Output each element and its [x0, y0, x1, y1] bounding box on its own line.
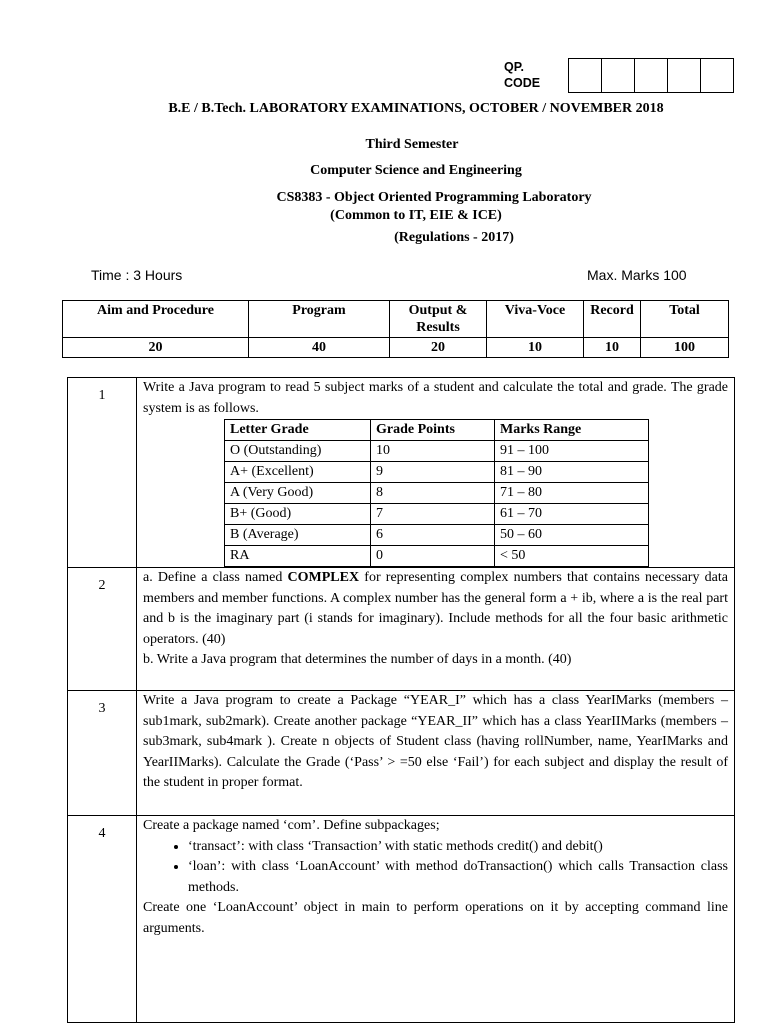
question-number: 2: [68, 568, 137, 691]
question-4-intro: Create a package named ‘com’. Define subpackages;: [143, 818, 440, 833]
grade-row: [225, 546, 649, 567]
grade-cell: A+ (Excellent): [225, 462, 371, 483]
qp-code-box: [667, 59, 700, 92]
grade-cell: RA: [225, 546, 371, 567]
grade-table: [224, 419, 649, 567]
question-row-1: [68, 378, 735, 568]
grade-cell: B (Average): [225, 525, 371, 546]
marks-header-cell: Output & Results: [390, 301, 487, 338]
common-to: (Common to IT, EIE & ICE): [330, 208, 502, 223]
question-row-3: [68, 691, 735, 816]
question-2-part-a: [143, 568, 728, 650]
q2-class-name: COMPLEX: [287, 570, 360, 585]
qp-code-boxes: [568, 58, 734, 93]
qp-code-box: [634, 59, 667, 92]
q2-part-a-rest: for representing complex numbers that contains necessary data members and member functions. A complex number has the general form a + ib, where a is the real part and b is the imaginary part (i stands for imaginary). Include methods for all the four basic arithmetic operators. (40): [143, 570, 728, 647]
question-text: [137, 378, 735, 568]
grade-header-cell: Letter Grade: [225, 420, 371, 441]
course-title: CS8383 - Object Oriented Programming Laboratory: [276, 190, 592, 205]
marks-value-row: [63, 338, 729, 358]
marks-distribution-table: [62, 300, 729, 358]
question-text: [137, 691, 735, 816]
grade-cell: 8: [371, 483, 495, 504]
marks-header-cell: Aim and Procedure: [63, 301, 249, 338]
grade-cell: 91 – 100: [495, 441, 649, 462]
exam-time: Time : 3 Hours: [91, 267, 183, 283]
questions-table: [67, 377, 735, 1023]
qp-code-box: [569, 59, 601, 92]
max-marks: Max. Marks 100: [587, 267, 687, 283]
marks-value-cell: 10: [487, 338, 584, 358]
grade-cell: 10: [371, 441, 495, 462]
qp-label-line2: CODE: [504, 76, 541, 90]
qp-label-line1: QP.: [504, 60, 524, 74]
grade-row: [225, 504, 649, 525]
qp-code-box: [700, 59, 733, 92]
grade-cell: 9: [371, 462, 495, 483]
grade-cell: 50 – 60: [495, 525, 649, 546]
department: Computer Science and Engineering: [310, 163, 522, 178]
question-number: 3: [68, 691, 137, 816]
marks-header-cell: Program: [249, 301, 390, 338]
grade-cell: 6: [371, 525, 495, 546]
question-3-text: Write a Java program to create a Package “YEAR_I” which has a class YearIMarks (members – sub1mark, sub2mark). Create another package “YEAR_II” which has a class YearIIMarks (members – sub3mark, sub4mark ). Create n objects of Student class (having rollNumber, name, YearIMarks and YearIIMarks). Calculate the Grade (‘Pass’ > =50 else ‘Fail’) for each subject and display the result of the student in proper format.: [143, 693, 728, 790]
q4-bullet-item: • ‘transact’: with class ‘Transaction’ with static methods credit() and debit(): [188, 837, 728, 858]
question-1-text: Write a Java program to read 5 subject marks of a student and calculate the total and grade. The grade system is as follows.: [143, 380, 728, 416]
grade-cell: B+ (Good): [225, 504, 371, 525]
question-number: 1: [68, 378, 137, 568]
grade-cell: 71 – 80: [495, 483, 649, 504]
marks-value-cell: 20: [390, 338, 487, 358]
q4-bullet-list: [143, 837, 728, 899]
grade-cell: 7: [371, 504, 495, 525]
marks-header-row: [63, 301, 729, 338]
grade-header-cell: Grade Points: [371, 420, 495, 441]
grade-header-row: [225, 420, 649, 441]
grade-cell: 0: [371, 546, 495, 567]
semester: Third Semester: [365, 137, 459, 152]
marks-value-cell: 10: [584, 338, 641, 358]
question-row-4: [68, 816, 735, 1023]
marks-header-cell: Total: [641, 301, 729, 338]
grade-cell: 81 – 90: [495, 462, 649, 483]
question-2-part-b: b. Write a Java program that determines the number of days in a month. (40): [143, 652, 572, 667]
marks-header-cell: Record: [584, 301, 641, 338]
grade-row: [225, 441, 649, 462]
q4-bullet-item: • ‘loan’: with class ‘LoanAccount’ with method doTransaction() which calls Transaction class methods.: [188, 857, 728, 898]
q2-part-a-prefix: a. Define a class named: [143, 570, 288, 585]
qp-code-box: [601, 59, 634, 92]
marks-value-cell: 20: [63, 338, 249, 358]
grade-cell: 61 – 70: [495, 504, 649, 525]
question-number: 4: [68, 816, 137, 1023]
grade-cell: O (Outstanding): [225, 441, 371, 462]
question-text: [137, 568, 735, 691]
grade-row: [225, 525, 649, 546]
marks-header-cell: Viva-Voce: [487, 301, 584, 338]
question-4-outro: Create one ‘LoanAccount’ object in main to perform operations on it by accepting command line arguments.: [143, 900, 728, 936]
grade-header-cell: Marks Range: [495, 420, 649, 441]
grade-row: [225, 483, 649, 504]
regulations: (Regulations - 2017): [394, 230, 514, 245]
marks-value-cell: 40: [249, 338, 390, 358]
grade-cell: < 50: [495, 546, 649, 567]
exam-title: B.E / B.Tech. LABORATORY EXAMINATIONS, OCTOBER / NOVEMBER 2018: [168, 101, 664, 116]
marks-value-cell: 100: [641, 338, 729, 358]
question-row-2: [68, 568, 735, 691]
qp-code-label: [504, 59, 540, 91]
grade-row: [225, 462, 649, 483]
question-text: [137, 816, 735, 1023]
grade-cell: A (Very Good): [225, 483, 371, 504]
